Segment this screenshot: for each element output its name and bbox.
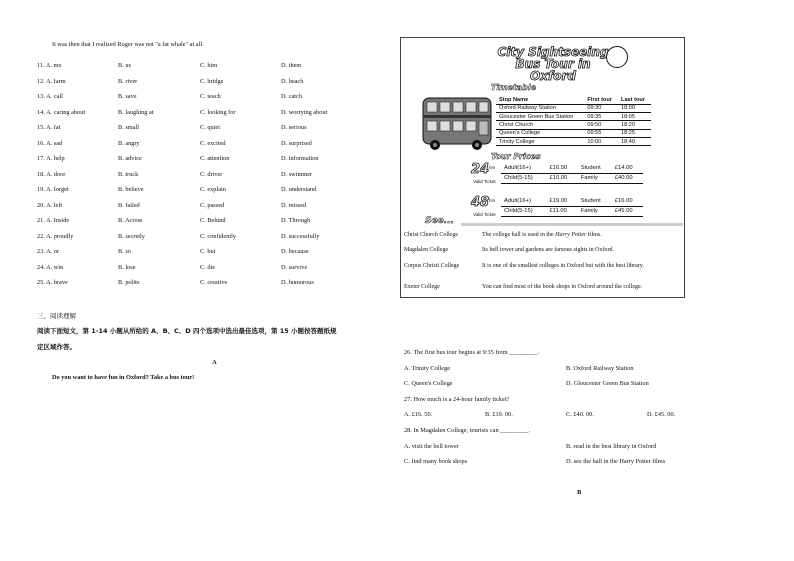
price-cell: Adult(16+) — [501, 196, 547, 206]
cloze-option-a: 19. A. forget — [37, 186, 69, 193]
cloze-option-c: C. die — [200, 263, 216, 271]
timetable-cell: 18:25 — [618, 129, 651, 137]
price-cell: Student — [578, 196, 612, 206]
timetable-cell: 18:00 — [618, 104, 651, 112]
price-cell: £16.50 — [547, 163, 578, 173]
price-row — [501, 206, 643, 216]
bus-tour-poster — [400, 37, 685, 298]
price-cell: £14.00 — [612, 163, 643, 173]
cloze-option-b: B. polite — [118, 279, 140, 286]
cloze-option-d: D. beach — [281, 77, 304, 85]
cloze-option-c: C. excited — [200, 139, 226, 147]
cloze-option-a: 14. A. caring about — [37, 108, 86, 116]
timetable-cell: 10:00 — [584, 138, 618, 146]
ticket-24-unit: hrs — [489, 165, 496, 170]
timetable-cell: 09:35 — [584, 112, 618, 120]
cloze-option-b: B. river — [118, 77, 138, 85]
cloze-option-a: 22. A. proudly — [37, 232, 74, 240]
timetable-cell: Christ Church — [496, 121, 584, 129]
cloze-option-b: B. angry — [118, 139, 140, 147]
cloze-option-a: 15. A. fat — [37, 124, 61, 131]
cloze-option-d: D. catch — [281, 93, 302, 100]
passage-a-label: A — [212, 359, 217, 366]
cloze-option-d: D. humorous — [281, 279, 314, 286]
cloze-option-a: 11. A. me — [37, 62, 62, 69]
cloze-option-b: B. secretly — [118, 232, 145, 240]
cloze-option-b: B. lose — [118, 263, 136, 271]
cloze-option-b: B. believe — [118, 186, 144, 193]
see-place: Christ Church College — [404, 232, 458, 238]
q26-option-c: C. Queen's College — [404, 380, 453, 387]
timetable-row — [496, 129, 651, 137]
see-row — [404, 284, 642, 290]
ticket-48-valid: Valid Ticket — [473, 212, 496, 217]
cloze-option-b: B. small — [118, 124, 139, 131]
timetable-cell: Gloucester Green Bus Station — [496, 112, 584, 120]
price-cell: Student — [578, 163, 612, 173]
q27-option-c: C. £40. 00. — [566, 411, 594, 418]
timetable — [496, 96, 651, 146]
see-row — [404, 247, 614, 253]
cloze-option-d: D. successfully — [281, 232, 320, 240]
cloze-option-c: C. driver — [200, 170, 223, 178]
price-cell: £19.00 — [547, 196, 578, 206]
q28-option-b: B. read in the best library in Oxford — [566, 443, 657, 450]
price-cell: £11.00 — [547, 206, 578, 216]
price-cell: Adult(16+) — [501, 163, 547, 173]
cloze-option-a: 20. A. left — [37, 201, 63, 209]
price-cell: £16.00 — [612, 196, 643, 206]
timetable-cell: Trinity College — [496, 138, 584, 146]
cloze-option-b: B. failed — [118, 201, 140, 209]
cloze-option-d: D. survive — [281, 263, 308, 271]
timetable-row — [496, 138, 651, 146]
double-decker-bus-icon — [419, 94, 495, 154]
cloze-option-c: C. looking for — [200, 108, 236, 116]
price-cell: £45.00 — [612, 206, 643, 216]
timetable-heading: Timetable — [491, 83, 537, 92]
cloze-option-d: D. Through — [281, 217, 311, 224]
see-description: The college hall is used in the — [482, 232, 556, 238]
oxford-seal-icon — [606, 46, 628, 68]
cloze-option-c: C. but — [200, 248, 216, 255]
q28-option-a: A. visit the bell tower — [404, 443, 459, 450]
price-cell: Family — [578, 173, 612, 183]
cloze-option-c: C. bridge — [200, 77, 224, 85]
cloze-option-b: B. save — [118, 93, 137, 100]
poster-title — [493, 46, 613, 82]
q27-option-b: B. £19. 00. — [485, 411, 513, 418]
see-place: Corpus Christi College — [404, 263, 460, 269]
cloze-option-a: 18. A. door — [37, 170, 66, 178]
timetable-row — [496, 112, 651, 120]
section-title: 三、阅读理解 — [37, 312, 76, 320]
timetable-header: Stop Name — [496, 96, 584, 104]
q28-option-c: C. find many book shops — [404, 458, 468, 465]
timetable-header: First tour — [584, 96, 618, 104]
cloze-option-d: D. them — [281, 62, 302, 69]
see-divider — [461, 223, 683, 226]
cloze-option-a: 24. A. win — [37, 263, 64, 271]
cloze-option-d: D. information — [281, 155, 319, 162]
cloze-option-b: B. so — [118, 248, 131, 255]
cloze-option-a: 21. A. Inside — [37, 217, 70, 224]
prices-heading: Tour Prices — [491, 152, 541, 161]
see-description: It is one of the smallest colleges in Oxford but with the best library. — [482, 263, 644, 269]
cloze-option-c: C. creative — [200, 279, 228, 286]
timetable-row — [496, 104, 651, 112]
passage-a-intro: Do you want to have fun in Oxford? Take a bus tour! — [52, 374, 195, 381]
price-cell: Child(5-15) — [501, 173, 547, 183]
see-description-emphasis: Harry Potter — [555, 232, 587, 238]
question-27: 27. How much is a 24-hour family ticket? — [404, 396, 510, 403]
q27-option-d: D. £45. 00. — [647, 411, 676, 418]
price-row — [501, 163, 643, 173]
cloze-option-c: C. Behind — [200, 217, 226, 224]
q26-option-a: A. Trinity College — [404, 365, 451, 372]
timetable-cell: 09:50 — [584, 121, 618, 129]
cloze-option-c: C. confidently — [200, 232, 237, 240]
see-place: Exeter College — [404, 284, 440, 290]
ticket-24-valid: Valid Ticket — [473, 179, 496, 184]
cloze-option-d: D. swimmer — [281, 170, 313, 178]
cloze-option-b: B. truck — [118, 170, 139, 178]
price-row — [501, 196, 643, 206]
cloze-option-d: D. because — [281, 248, 309, 255]
cloze-option-a: 17. A. help — [37, 155, 65, 162]
ticket-48-prices — [501, 196, 643, 217]
timetable-cell: 18:05 — [618, 112, 651, 120]
q26-option-b: B. Oxford Railway Station — [566, 365, 634, 372]
question-26: 26. The first bus tour begins at 9:35 from _________. — [404, 349, 540, 356]
timetable-cell: 18:40 — [618, 138, 651, 146]
timetable-cell: Oxford Railway Station — [496, 104, 584, 112]
timetable-cell: Queen's College — [496, 129, 584, 137]
cloze-option-c: C. quiet — [200, 124, 220, 131]
price-cell: Family — [578, 206, 612, 216]
cloze-option-b: B. laughing at — [118, 108, 154, 116]
cloze-option-c: C. passed — [200, 201, 225, 209]
price-cell: £40.00 — [612, 173, 643, 183]
question-28: 28. In Magdalen College, tourists can _________. — [404, 427, 531, 434]
price-cell: Child(5-15) — [501, 206, 547, 216]
see-row — [404, 263, 644, 269]
timetable-header: Last tour — [618, 96, 651, 104]
ticket-48-unit: hrs — [489, 198, 496, 203]
q27-option-a: A. £16. 50. — [404, 411, 433, 418]
q26-option-d: D. Gloucester Green Bus Station — [566, 380, 649, 387]
cloze-option-c: C. explain — [200, 186, 226, 193]
cloze-option-a: 13. A. call — [37, 93, 63, 100]
instruction-line-2: 定区域作答。 — [37, 343, 76, 351]
price-cell: £10.00 — [547, 173, 578, 183]
ticket-48-number: 48 — [471, 195, 490, 210]
instruction-line-1: 阅读下面短文，第 1-14 小题从所给的 A、B、C、D 四个选项中选出最佳选项，第 15 小题按答题纸规 — [37, 327, 337, 335]
timetable-cell: 09:55 — [584, 129, 618, 137]
cloze-option-d: D. serious — [281, 124, 307, 131]
cloze-option-b: B. us — [118, 62, 131, 69]
timetable-cell: 18:20 — [618, 121, 651, 129]
ticket-24-number: 24 — [471, 162, 490, 177]
poster-title-line-2: Bus Tour in Oxford — [515, 57, 591, 83]
cloze-option-d: D. surprised — [281, 139, 312, 147]
q28-option-d: D. see the hall in the Harry Potter films — [566, 458, 666, 465]
cloze-option-a: 25. A. brave — [37, 279, 68, 286]
cloze-option-d: D. worrying about — [281, 108, 328, 116]
see-description: You can find most of the book shops in Oxford around the college. — [482, 284, 643, 290]
cloze-option-a: 16. A. sad — [37, 139, 63, 147]
see-row — [404, 232, 602, 238]
see-description-end: films. — [586, 232, 602, 238]
passage-b-label: B — [577, 489, 582, 496]
see-description: Its bell tower and gardens are famous sights in Oxford. — [482, 247, 614, 253]
cloze-option-b: B. advice — [118, 155, 142, 162]
ticket-24-prices — [501, 163, 643, 184]
intro-sentence: It was then that I realized Roger was not "a fat whale" at all. — [52, 41, 204, 48]
cloze-option-d: D. understand — [281, 186, 317, 193]
cloze-option-c: C. him — [200, 62, 218, 69]
cloze-option-a: 23. A. or — [37, 248, 60, 255]
cloze-option-c: C. attention — [200, 155, 230, 162]
poster-title-line-1: City Sightseeing — [497, 45, 609, 59]
see-place: Magdalen College — [404, 247, 449, 253]
see-heading: See... — [425, 216, 454, 226]
timetable-row — [496, 121, 651, 129]
cloze-option-a: 12. A. farm — [37, 77, 66, 85]
cloze-option-c: C. teach — [200, 93, 221, 100]
timetable-cell: 09:30 — [584, 104, 618, 112]
cloze-option-b: B. Across — [118, 217, 143, 224]
cloze-option-d: D. missed — [281, 201, 307, 209]
price-row — [501, 173, 643, 183]
